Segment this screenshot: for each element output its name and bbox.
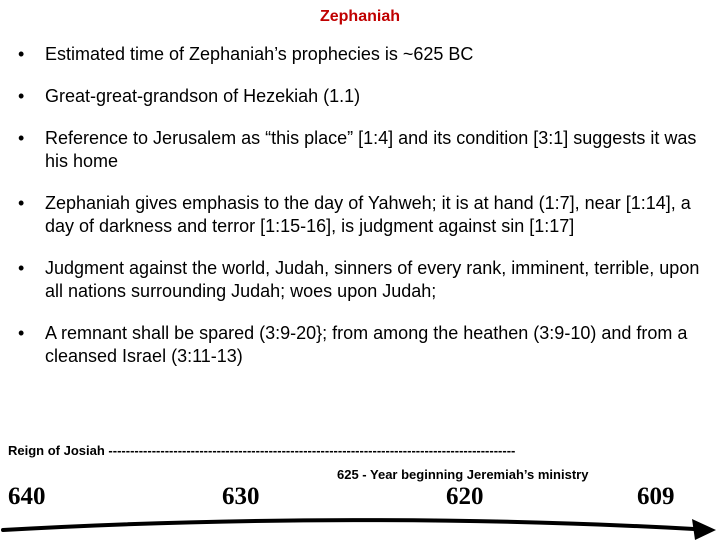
bullet-list (18, 43, 713, 387)
bullet-item (18, 322, 713, 368)
bullet-text: Great-great-grandson of Hezekiah (1.1) (45, 86, 361, 106)
bullet-item (18, 127, 713, 173)
bullet-dot-icon: • (18, 258, 25, 278)
reign-of-josiah-line (8, 443, 713, 459)
slide-title: Zephaniah (319, 8, 400, 25)
bullet-dot-icon: • (18, 323, 25, 343)
arrow-head-icon (692, 519, 716, 540)
year-label: 609 (637, 483, 675, 510)
bullet-item (18, 43, 713, 66)
bullet-item (18, 192, 713, 238)
bullet-dot-icon: • (18, 128, 25, 148)
year-label: 620 (446, 483, 484, 510)
reign-dashes: ---------------------------------------------------------------------------------------------- (108, 443, 516, 458)
year-label: 640 (8, 483, 46, 510)
timeline-arrow (0, 505, 720, 540)
bullet-text: Reference to Jerusalem as “this place” [1:4] and its condition [3:1] suggests it was his home (45, 128, 697, 171)
year-label: 630 (222, 483, 260, 510)
bullet-dot-icon: • (18, 86, 25, 106)
bullet-text: Estimated time of Zephaniah’s prophecies is ~625 BC (45, 44, 474, 64)
reign-label: Reign of Josiah (8, 443, 105, 458)
bullet-dot-icon: • (18, 193, 25, 213)
timeline-arrow-line (3, 520, 694, 530)
bullet-text: A remnant shall be spared (3:9-20}; from among the heathen (3:9-10) and from a cleansed Israel (3:11-13) (45, 323, 688, 366)
bullet-dot-icon: • (18, 44, 25, 64)
bullet-text: Judgment against the world, Judah, sinners of every rank, imminent, terrible, upon all nations surrounding Judah; woes upon Judah; (45, 258, 700, 301)
jeremiah-ministry-label: 625 - Year beginning Jeremiah’s ministry (337, 467, 589, 482)
bullet-item (18, 85, 713, 108)
bullet-item (18, 257, 713, 303)
bullet-text: Zephaniah gives emphasis to the day of Yahweh; it is at hand (1:7], near [1:14], a day of darkness and terror [1:15-16], is judgment against sin [1:17] (45, 193, 691, 236)
